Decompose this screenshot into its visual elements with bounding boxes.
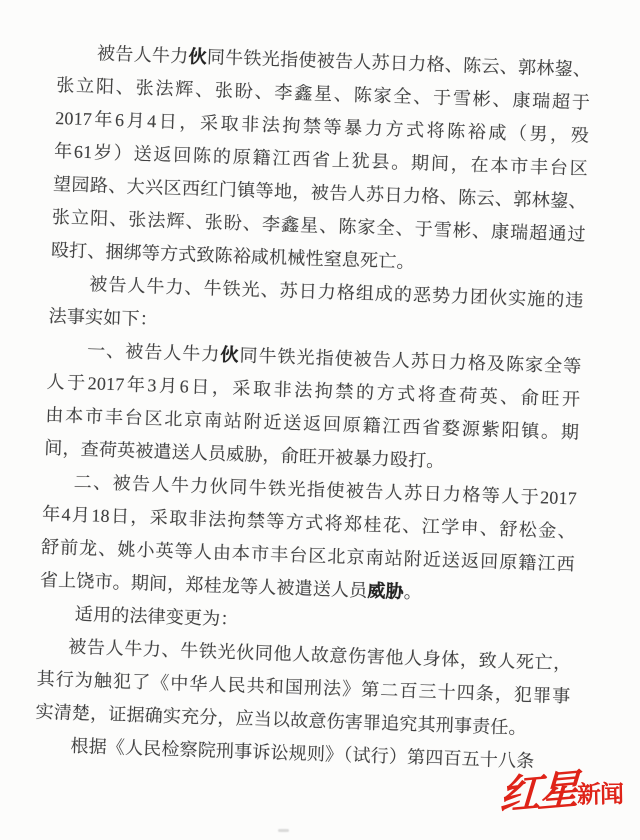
text-segment: 殴打、捆绑等方式致陈裕咸机械性窒息死亡。 — [50, 239, 416, 272]
text-segment: 2017年6月4日，采取非法拘禁等暴力方式将陈裕咸（男，殁 — [54, 107, 590, 146]
scan-smudge-mark — [278, 829, 289, 832]
emphasized-text: 伙 — [220, 344, 240, 366]
emphasized-text: 威胁 — [367, 580, 405, 602]
text-segment: 同牛铁光指使被告人苏日力格、陈云、郭林鋆、 — [206, 46, 592, 80]
emphasized-text: 伙 — [188, 46, 208, 67]
text-segment: 由本市丰台区北京南站附近送返回原籍江西省婺源紫阳镇。期 — [45, 404, 580, 443]
text-segment: 望园路、大兴区西红门镇等地，被告人苏日力格、陈云、郭林鋆、 — [52, 173, 588, 212]
text-segment: 间，查荷英被遣送人员威胁，俞旺开被暴力殴打。 — [44, 437, 445, 472]
text-segment: 被告人牛力、牛铁光、苏日力格组成的恶势力团伙实施的违 — [89, 274, 584, 311]
watermark-sans-logo: 新闻 — [576, 780, 624, 809]
text-segment: 人于2017年3月6日，采取非法拘禁的方式将查荷英、俞旺开 — [46, 371, 581, 410]
text-segment: 实清楚，证据确实充分，应当以故意伤害罪追究其刑事责任。 — [35, 701, 528, 738]
text-segment: 年61岁）送返回陈的原籍江西省上犹县。期间，在本市丰台区 — [53, 140, 589, 179]
text-segment: 年4月18日，采取非法拘禁等方式将郑桂花、江学申、舒松金、 — [41, 503, 577, 542]
text-segment: 被告人牛力 — [96, 43, 189, 67]
document-text-block — [34, 36, 592, 779]
text-segment: 张立阳、张法辉、张盼、李鑫星、陈家全、于雪彬、康瑞超通过 — [51, 206, 587, 245]
text-segment: 一、被告人牛力 — [86, 340, 221, 365]
text-segment: 根据《人民检察院刑事诉讼规则》（试行）第四百五十八条 — [70, 735, 535, 772]
text-segment: 适用的法律变更为： — [74, 603, 239, 630]
news-agency-watermark — [498, 766, 624, 819]
text-segment: 省上饶市。期间，郑桂龙等人被遣送人员 — [39, 569, 368, 601]
text-segment: 法事实如下： — [48, 305, 159, 330]
text-segment: 同牛铁光指使被告人苏日力格及陈家全等 — [239, 345, 582, 377]
text-segment: 张立阳、张法辉、张盼、李鑫星、陈家全、于雪彬、康瑞超于 — [56, 74, 591, 113]
text-segment: 其行为触犯了《中华人民共和国刑法》第二百三十四条，犯罪事 — [36, 668, 571, 707]
text-segment: 二、被告人牛力伙同牛铁光指使被告人苏日力格等人于2017 — [73, 471, 578, 509]
text-segment: 。 — [403, 581, 423, 603]
document-lines — [34, 36, 592, 779]
watermark-script-logo: 红星 — [498, 766, 578, 819]
text-segment: 舒前龙、姚小英等人由本市丰台区北京南站附近送返回原籍江西 — [40, 536, 576, 575]
text-segment: 被告人牛力、牛铁光伙同他人故意伤害他人身体，致人死亡， — [68, 636, 572, 674]
